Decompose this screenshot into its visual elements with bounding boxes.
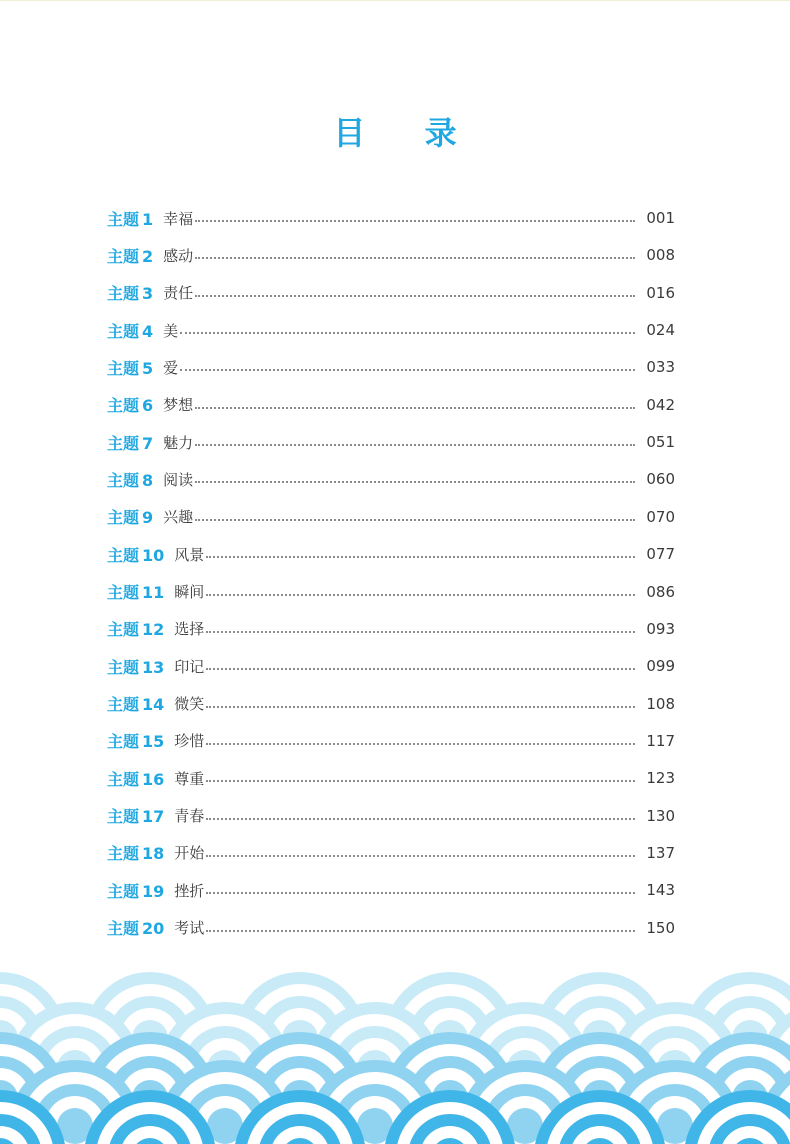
- toc-row[interactable]: [107, 872, 675, 908]
- page-number: 008: [646, 246, 675, 265]
- toc-entry-title: 开始: [174, 844, 205, 863]
- toc-entry-title: 感动: [163, 246, 194, 265]
- dot-leader: [206, 668, 635, 670]
- theme-label: [107, 207, 153, 230]
- page-number: 099: [646, 657, 675, 676]
- toc-row[interactable]: [107, 461, 675, 497]
- theme-prefix: 主题: [107, 396, 140, 416]
- toc-row[interactable]: [107, 387, 675, 423]
- toc-entry-title: 梦想: [163, 396, 194, 415]
- theme-prefix: 主题: [107, 695, 140, 715]
- dot-leader: [206, 818, 635, 820]
- page-number: 123: [646, 769, 675, 788]
- theme-label: [107, 505, 153, 528]
- toc-row[interactable]: [107, 723, 675, 759]
- page-number: 086: [646, 582, 675, 601]
- theme-label: [107, 655, 164, 678]
- dot-leader: [180, 332, 635, 334]
- theme-prefix: 主题: [107, 769, 140, 789]
- wave-pattern-decoration: [0, 960, 790, 1144]
- toc-row[interactable]: [107, 312, 675, 348]
- page-number: 077: [646, 545, 675, 564]
- dot-leader: [195, 407, 635, 409]
- theme-prefix: 主题: [107, 583, 140, 602]
- toc-entry-title: 挫折: [174, 881, 205, 900]
- dot-leader: [195, 295, 635, 297]
- theme-label: [107, 617, 164, 640]
- theme-number: 12: [142, 620, 165, 640]
- dot-leader: [206, 631, 635, 633]
- toc-entry-title: 尊重: [174, 769, 205, 788]
- toc-entry-title: 考试: [174, 919, 205, 938]
- theme-prefix: 主题: [107, 732, 140, 752]
- toc-entry-title: 印记: [174, 657, 205, 676]
- toc-row[interactable]: [107, 760, 675, 796]
- toc-entry-title: 珍惜: [174, 732, 205, 751]
- theme-prefix: 主题: [107, 209, 140, 229]
- wave-arc: [67, 1118, 83, 1134]
- theme-number: 9: [142, 508, 154, 528]
- toc-entry-title: 瞬间: [174, 583, 205, 601]
- theme-number: 18: [142, 844, 165, 864]
- theme-number: 20: [142, 919, 165, 939]
- wave-arc: [217, 1118, 233, 1134]
- page-number: 001: [646, 209, 675, 227]
- theme-label: [107, 804, 164, 827]
- theme-label: [107, 580, 164, 603]
- theme-number: 5: [142, 358, 154, 378]
- theme-number: 14: [142, 695, 165, 715]
- top-rule: [0, 0, 790, 1]
- toc-entry-title: 美: [163, 321, 179, 340]
- theme-prefix: 主题: [107, 807, 140, 827]
- toc-row[interactable]: [107, 349, 675, 385]
- theme-prefix: 主题: [107, 620, 140, 640]
- dot-leader: [195, 257, 635, 259]
- page-number: 060: [646, 470, 675, 489]
- theme-label: [107, 319, 153, 342]
- dot-leader: [195, 519, 635, 521]
- theme-label: [107, 431, 153, 454]
- toc-entry-title: 风景: [174, 545, 205, 564]
- theme-number: 1: [142, 209, 154, 229]
- theme-label: [107, 281, 153, 304]
- theme-number: 19: [142, 881, 165, 901]
- theme-label: [107, 729, 164, 752]
- wave-arc: [667, 1118, 683, 1134]
- toc-row[interactable]: [107, 648, 675, 684]
- page-number: 024: [646, 321, 675, 340]
- toc-row[interactable]: [107, 835, 675, 871]
- theme-prefix: 主题: [107, 881, 140, 901]
- theme-prefix: 主题: [107, 919, 140, 939]
- page-number: 051: [646, 433, 675, 452]
- theme-label: [107, 244, 153, 267]
- theme-label: [107, 543, 164, 566]
- dot-leader: [195, 481, 635, 483]
- toc-row[interactable]: [107, 910, 675, 946]
- toc-row[interactable]: [107, 574, 675, 610]
- theme-label: [107, 879, 164, 902]
- theme-prefix: 主题: [107, 246, 140, 266]
- dot-leader: [195, 444, 635, 446]
- toc-entry-title: 微笑: [174, 695, 205, 714]
- theme-prefix: 主题: [107, 284, 140, 304]
- toc-row[interactable]: [107, 275, 675, 311]
- theme-label: [107, 916, 164, 939]
- toc-entry-title: 青春: [174, 807, 205, 826]
- page-number: 117: [646, 731, 675, 750]
- dot-leader: [206, 930, 635, 932]
- page-number: 070: [646, 507, 675, 526]
- theme-prefix: 主题: [107, 545, 140, 565]
- dot-leader: [206, 780, 635, 782]
- theme-number: 3: [142, 284, 154, 304]
- toc-entry-title: 责任: [163, 284, 194, 303]
- theme-prefix: 主题: [107, 470, 140, 490]
- theme-label: [107, 767, 164, 790]
- page-number: 150: [646, 918, 675, 937]
- toc-entry-title: 幸福: [163, 209, 194, 228]
- theme-number: 4: [142, 321, 154, 341]
- theme-number: 6: [142, 396, 154, 416]
- dot-leader: [206, 706, 635, 708]
- dot-leader: [206, 556, 635, 558]
- page-number: 130: [646, 806, 675, 825]
- theme-number: 11: [142, 583, 165, 602]
- toc-entry-title: 魅力: [163, 433, 194, 452]
- dot-leader: [195, 220, 635, 222]
- toc-entry-title: 兴趣: [163, 508, 194, 527]
- page-number: 143: [646, 881, 675, 900]
- theme-prefix: 主题: [107, 358, 140, 378]
- theme-label: [107, 356, 153, 379]
- dot-leader: [206, 743, 635, 745]
- theme-number: 13: [142, 657, 165, 677]
- theme-label: [107, 393, 153, 416]
- theme-prefix: 主题: [107, 433, 140, 453]
- toc-row[interactable]: [107, 499, 675, 535]
- page-number: 108: [646, 694, 675, 713]
- theme-number: 7: [142, 433, 154, 453]
- toc-row[interactable]: [107, 536, 675, 572]
- dot-leader: [180, 369, 635, 371]
- theme-number: 8: [142, 470, 154, 490]
- toc-row[interactable]: [107, 200, 675, 236]
- toc-row[interactable]: [107, 686, 675, 722]
- wave-arc: [517, 1118, 533, 1134]
- page-number: 042: [646, 395, 675, 414]
- dot-leader: [206, 594, 635, 596]
- theme-prefix: 主题: [107, 657, 140, 677]
- theme-label: [107, 692, 164, 715]
- page-number: 016: [646, 283, 675, 302]
- toc-row[interactable]: [107, 798, 675, 834]
- theme-prefix: 主题: [107, 844, 140, 864]
- theme-number: 15: [142, 732, 165, 752]
- page-number: 033: [646, 358, 675, 377]
- theme-number: 16: [142, 769, 165, 789]
- toc-row[interactable]: [107, 611, 675, 647]
- theme-prefix: 主题: [107, 321, 140, 341]
- toc-entry-title: 爱: [163, 358, 179, 377]
- theme-label: [107, 841, 164, 864]
- theme-number: 10: [142, 545, 165, 565]
- page-number: 137: [646, 843, 675, 862]
- page-title: 目 录: [333, 114, 481, 152]
- toc-row[interactable]: [107, 237, 675, 273]
- theme-number: 2: [142, 246, 154, 266]
- theme-label: [107, 468, 153, 491]
- toc-entry-title: 选择: [174, 620, 205, 639]
- page-number: 093: [646, 619, 675, 638]
- theme-prefix: 主题: [107, 508, 140, 528]
- dot-leader: [206, 855, 635, 857]
- toc-entry-title: 阅读: [163, 470, 194, 489]
- toc-row[interactable]: [107, 424, 675, 460]
- theme-number: 17: [142, 807, 165, 827]
- wave-arc: [367, 1118, 383, 1134]
- dot-leader: [206, 892, 635, 894]
